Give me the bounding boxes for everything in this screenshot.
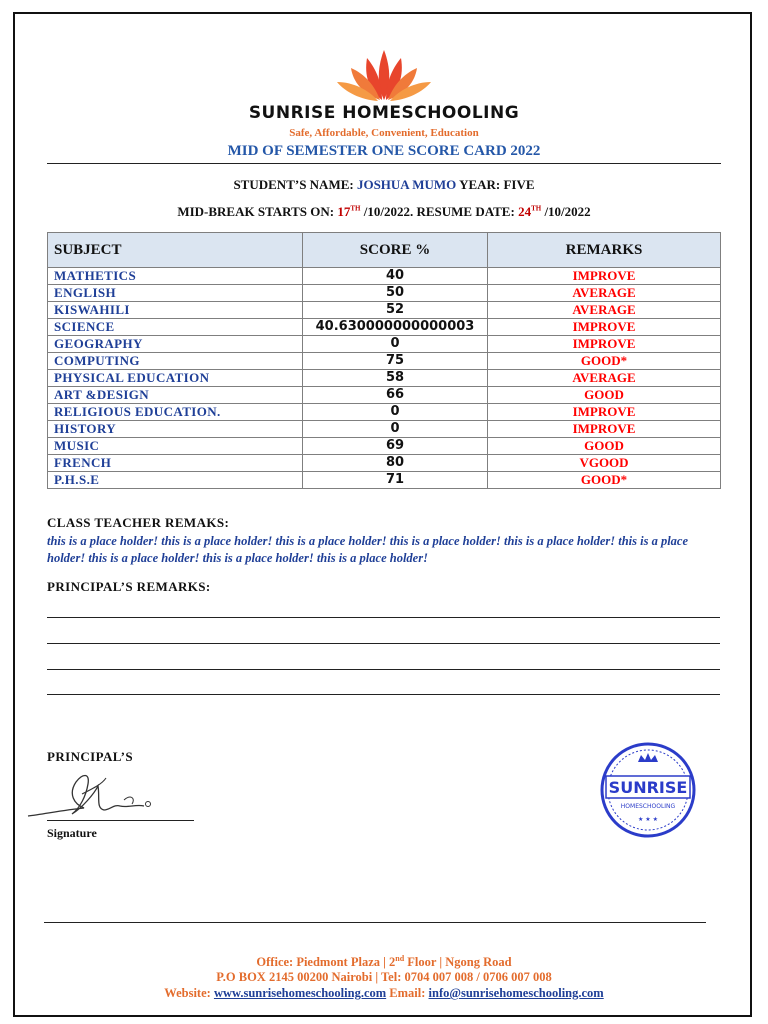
subject-cell: PHYSICAL EDUCATION <box>48 370 303 387</box>
year-label: YEAR: <box>459 177 501 192</box>
subject-cell: ENGLISH <box>48 285 303 302</box>
score-card-title: MID OF SEMESTER ONE SCORE CARD 2022 <box>227 143 541 159</box>
school-tagline: Safe, Affordable, Convenient, Education <box>289 127 479 139</box>
resume-day: 24 <box>518 204 532 219</box>
remark-cell: GOOD* <box>488 472 721 489</box>
remarks-write-line <box>47 617 720 618</box>
remark-cell: GOOD <box>488 387 721 404</box>
principal-signature-label: PRINCIPAL’S <box>47 749 134 764</box>
class-teacher-remarks-label: CLASS TEACHER REMAKS: <box>47 515 230 530</box>
table-row <box>48 387 721 404</box>
subject-cell: MATHETICS <box>48 268 303 285</box>
remark-cell: AVERAGE <box>488 370 721 387</box>
break-label: MID-BREAK STARTS ON: <box>177 204 335 219</box>
year-value: FIVE <box>503 177 535 192</box>
header-divider <box>47 163 721 164</box>
break-day: 17 <box>337 204 351 219</box>
subject-cell: P.H.S.E <box>48 472 303 489</box>
table-row <box>48 285 721 302</box>
score-table-header <box>48 233 721 268</box>
score-cell: 58 <box>303 370 488 387</box>
website-link[interactable]: www.sunrisehomeschooling.com <box>213 986 387 1000</box>
signature-caption: Signature <box>47 826 97 840</box>
email-link[interactable]: info@sunrisehomeschooling.com <box>428 986 604 1000</box>
remarks-write-line <box>47 669 720 670</box>
subject-cell: RELIGIOUS EDUCATION. <box>48 404 303 421</box>
subject-cell: HISTORY <box>48 421 303 438</box>
score-cell: 69 <box>303 438 488 455</box>
table-row <box>48 336 721 353</box>
subject-cell: ART &DESIGN <box>48 387 303 404</box>
score-cell: 52 <box>303 302 488 319</box>
remark-cell: VGOOD <box>488 455 721 472</box>
student-info-line <box>0 177 768 193</box>
subject-cell: GEOGRAPHY <box>48 336 303 353</box>
subject-cell: FRENCH <box>48 455 303 472</box>
remark-cell: IMPROVE <box>488 319 721 336</box>
footer-office <box>0 954 768 970</box>
score-cell: 0 <box>303 421 488 438</box>
score-cell: 50 <box>303 285 488 302</box>
school-name: SUNRISE HOMESCHOOLING <box>248 103 520 123</box>
crown-icon <box>638 753 658 762</box>
table-row <box>48 438 721 455</box>
footer-divider <box>44 922 706 923</box>
handwritten-signature <box>24 764 174 824</box>
table-row <box>48 421 721 438</box>
score-cell: 66 <box>303 387 488 404</box>
lotus-logo-icon <box>333 42 435 104</box>
signature-line <box>47 820 194 821</box>
score-cell: 75 <box>303 353 488 370</box>
score-column-header: SCORE % <box>303 233 488 268</box>
subject-cell: KISWAHILI <box>48 302 303 319</box>
footer-office-suffix: nd <box>395 954 405 963</box>
remark-cell: AVERAGE <box>488 302 721 319</box>
principal-remarks-label: PRINCIPAL’S REMARKS: <box>47 579 211 594</box>
school-stamp <box>598 742 698 838</box>
resume-label: . RESUME DATE: <box>409 204 515 219</box>
footer-web <box>0 986 768 1001</box>
remarks-column-header: REMARKS <box>488 233 721 268</box>
table-row <box>48 455 721 472</box>
table-row <box>48 370 721 387</box>
remark-cell: IMPROVE <box>488 336 721 353</box>
email-label: Email: <box>386 986 429 1000</box>
remark-cell: GOOD* <box>488 353 721 370</box>
remark-cell: IMPROVE <box>488 421 721 438</box>
table-row <box>48 404 721 421</box>
score-cell: 40.630000000000003 <box>303 319 488 336</box>
score-cell: 40 <box>303 268 488 285</box>
score-cell: 0 <box>303 404 488 421</box>
student-name: JOSHUA MUMO <box>356 177 457 192</box>
score-table <box>47 232 721 489</box>
score-cell: 80 <box>303 455 488 472</box>
class-teacher-remarks-text: this is a place holder! this is a place holder! this is a place holder! this is a place holder! this is a place holder! this is a place holder! this is a place holder! this is a place holder! this is a place holder! <box>47 534 689 565</box>
resume-month-year: /10/2022 <box>541 204 591 219</box>
score-cell: 0 <box>303 336 488 353</box>
resume-day-suffix: TH <box>531 204 542 213</box>
break-dates-line <box>0 204 768 220</box>
remark-cell: IMPROVE <box>488 404 721 421</box>
remark-cell: AVERAGE <box>488 285 721 302</box>
footer-contact: P.O BOX 2145 00200 Nairobi | Tel: 0704 007 008 / 0706 007 008 <box>216 970 552 984</box>
stamp-stars: ★ ★ ★ <box>638 816 658 823</box>
website-label: Website: <box>164 986 214 1000</box>
table-row <box>48 268 721 285</box>
subject-cell: COMPUTING <box>48 353 303 370</box>
remark-cell: GOOD <box>488 438 721 455</box>
subject-cell: MUSIC <box>48 438 303 455</box>
remark-cell: IMPROVE <box>488 268 721 285</box>
subject-cell: SCIENCE <box>48 319 303 336</box>
footer-office-text: Office: Piedmont Plaza | 2 <box>256 955 396 970</box>
break-day-suffix: TH <box>350 204 361 213</box>
student-name-label: STUDENT’S NAME: <box>233 177 354 192</box>
table-row <box>48 472 721 489</box>
table-row <box>48 319 721 336</box>
table-row <box>48 353 721 370</box>
score-cell: 71 <box>303 472 488 489</box>
stamp-main-text: SUNRISE <box>608 778 688 797</box>
remarks-write-line <box>47 643 720 644</box>
remarks-write-line <box>47 694 720 695</box>
break-month-year: /10/2022 <box>360 204 410 219</box>
footer-office-rest: Floor | Ngong Road <box>404 955 512 970</box>
stamp-sub-text: HOMESCHOOLING <box>620 803 676 810</box>
table-row <box>48 302 721 319</box>
subject-column-header: SUBJECT <box>48 233 303 268</box>
